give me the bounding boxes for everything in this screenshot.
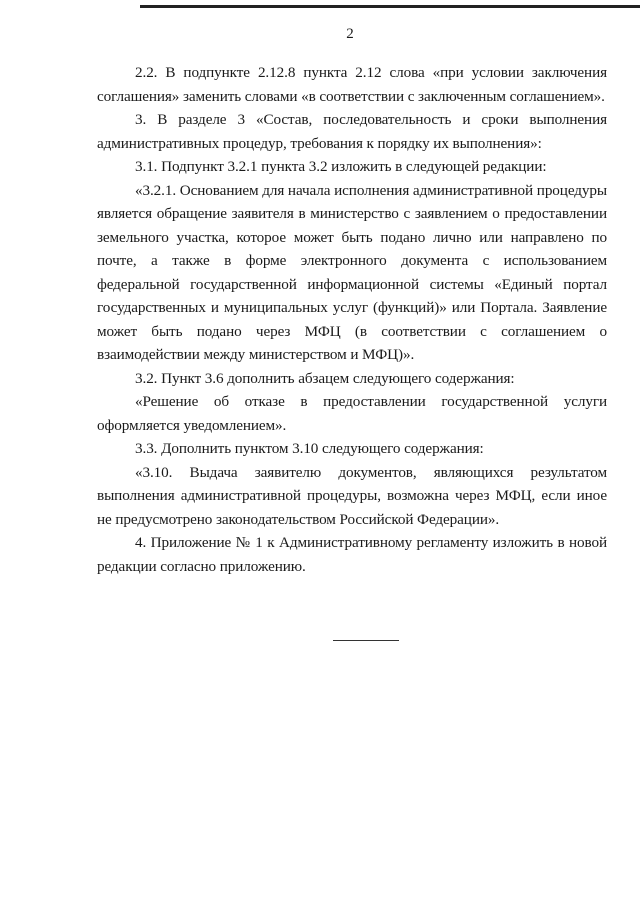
paragraph-3-10-quote: «3.10. Выдача заявителю документов, являющихся результатом выполнения административной процедуры, возможна через МФЦ, если иное не предусмотрено законодательством Российской Федерации». <box>97 463 607 528</box>
paragraph-3: 3. В разделе 3 «Состав, последовательность и сроки выполнения административных процедур, требования к порядку их выполнения»: <box>97 111 607 152</box>
paragraph-3-3: 3.3. Дополнить пунктом 3.10 следующего содержания: <box>135 440 484 457</box>
page-number: 2 <box>346 26 354 42</box>
paragraph-3-6-quote: «Решение об отказе в предоставлении государственной услуги оформляется уведомлением». <box>97 393 607 434</box>
paragraph-3-1: 3.1. Подпункт 3.2.1 пункта 3.2 изложить в следующей редакции: <box>135 158 547 175</box>
paragraph-3-2: 3.2. Пункт 3.6 дополнить абзацем следующего содержания: <box>135 369 515 387</box>
paragraph-3-2-1-quote: «3.2.1. Основанием для начала исполнения административной процедуры является обращение заявителя в министерство с заявлением о предоставлении земельного участка, которое может быть подано лично или направлено по почте, а также в форме электронного документа с использованием федеральной государственной информационной системы «Единый портал государственных и муниципальных услуг (функций)» или Портала. Заявление может быть подано через МФЦ (в соответствии с соглашением о взаимодействии между министерством и МФЦ)». <box>97 181 607 363</box>
scan-edge-line <box>140 5 640 8</box>
paragraph-2-2: 2.2. В подпункте 2.12.8 пункта 2.12 слова «при условии заключения соглашения» заменить словами «в соответствии с заключенным соглашением». <box>97 64 607 105</box>
closing-separator-line <box>333 640 399 641</box>
document-body <box>97 61 607 578</box>
paragraph-4: 4. Приложение № 1 к Административному регламенту изложить в новой редакции согласно приложению. <box>97 534 607 575</box>
